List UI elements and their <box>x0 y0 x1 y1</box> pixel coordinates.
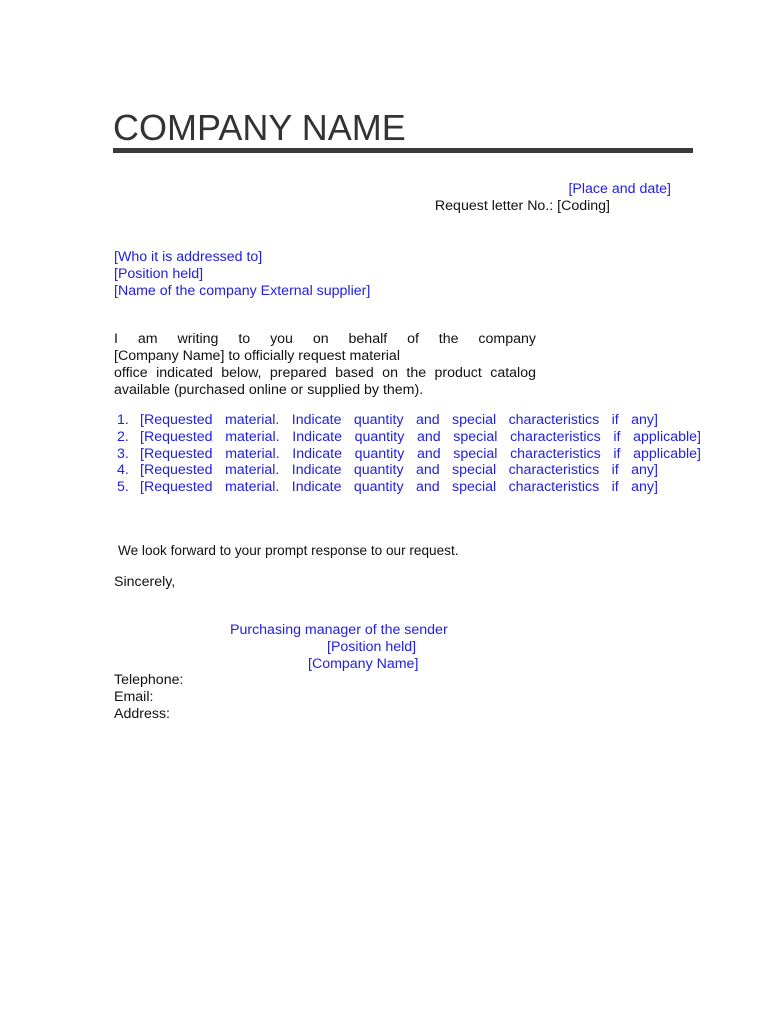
list-item-text <box>140 429 701 446</box>
list-item-word: if <box>611 479 619 496</box>
telephone-label: Telephone: <box>114 672 184 688</box>
signature-company: [Company Name] <box>308 656 419 672</box>
list-item-word: any] <box>631 412 658 428</box>
list-item-text <box>140 462 658 479</box>
list-item-word: special <box>453 445 498 462</box>
list-item-word: quantity <box>354 428 405 445</box>
addressee-company: [Name of the company External supplier] <box>114 283 371 299</box>
signature-title: Purchasing manager of the sender <box>230 622 448 638</box>
list-item-word: Indicate <box>292 445 342 462</box>
requested-materials-list <box>117 412 701 496</box>
title-underline-rule <box>113 148 693 153</box>
list-item-word: characteristics <box>508 412 600 428</box>
list-item-word: [Requested <box>140 479 213 496</box>
body-line: office indicated below, prepared based on the product catalog <box>114 365 536 381</box>
list-item-word: material. <box>224 479 280 496</box>
list-item-word: characteristics <box>510 428 601 445</box>
list-item-word: if <box>613 428 621 445</box>
list-item-word: quantity <box>353 462 404 479</box>
list-item-word: and <box>416 445 441 462</box>
sign-off: Sincerely, <box>114 574 176 590</box>
list-item-word: and <box>416 428 441 445</box>
addressee-name: [Who it is addressed to] <box>114 249 263 265</box>
list-item-word: material. <box>224 462 280 479</box>
list-item-word: characteristics <box>510 445 601 462</box>
company-name-title: COMPANY NAME <box>113 107 406 148</box>
list-item-word: Indicate <box>291 462 342 479</box>
list-item-text <box>140 412 658 429</box>
list-item-word: any] <box>631 462 658 479</box>
list-item-word: material. <box>225 428 280 445</box>
list-item-word: [Requested <box>140 412 213 428</box>
list-item-word: special <box>452 479 497 496</box>
list-item-text <box>140 446 701 463</box>
body-line: available (purchased online or supplied by them). <box>114 382 424 398</box>
list-item-word: Indicate <box>292 428 342 445</box>
list-item-word: special <box>452 462 497 479</box>
body-line: I am writing to you on behalf of the company <box>114 331 536 347</box>
list-item-word: quantity <box>354 445 405 462</box>
closing-line: We look forward to your prompt response to our request. <box>118 543 459 558</box>
list-item <box>117 479 701 496</box>
list-item-word: Indicate <box>291 412 342 428</box>
list-item-number: 3. <box>117 445 129 462</box>
list-item-number: 4. <box>117 462 129 479</box>
addressee-position: [Position held] <box>114 266 204 282</box>
list-item-word: [Requested <box>140 428 213 445</box>
list-item-number: 2. <box>117 428 129 445</box>
email-label: Email: <box>114 689 154 705</box>
signature-position: [Position held] <box>327 639 417 655</box>
list-item-word: [Requested <box>140 445 213 462</box>
list-item-word: if <box>611 462 619 479</box>
list-item-word: special <box>453 428 498 445</box>
list-item <box>117 462 701 479</box>
list-item-word: quantity <box>353 479 404 496</box>
list-item-word: material. <box>225 445 280 462</box>
request-letter-number: Request letter No.: [Coding] <box>434 198 610 214</box>
list-item-number: 5. <box>117 479 129 496</box>
place-and-date: [Place and date] <box>568 181 671 197</box>
list-item-word: if <box>611 412 619 428</box>
list-item-word: any] <box>631 479 658 496</box>
list-item-word: applicable] <box>633 428 701 445</box>
list-item-word: characteristics <box>508 479 600 496</box>
list-item-word: Indicate <box>291 479 342 496</box>
list-item <box>117 446 701 463</box>
contact-block <box>114 672 183 723</box>
list-item-number: 1. <box>117 412 129 428</box>
list-item-word: and <box>415 462 440 479</box>
list-item <box>117 429 701 446</box>
list-item-word: material. <box>224 412 280 428</box>
list-item-word: special <box>452 412 497 428</box>
body-line: [Company Name] to officially request material <box>114 348 400 364</box>
addressee-block <box>114 249 370 300</box>
list-item-word: characteristics <box>508 462 600 479</box>
list-item-word: applicable] <box>633 445 701 462</box>
list-item <box>117 412 701 429</box>
list-item-word: and <box>415 479 440 496</box>
list-item-word: if <box>613 445 621 462</box>
list-item-word: quantity <box>353 412 404 428</box>
list-item-word: and <box>415 412 440 428</box>
list-item-text <box>140 479 658 496</box>
body-paragraph <box>114 331 536 399</box>
list-item-word: [Requested <box>140 462 213 479</box>
address-label: Address: <box>114 706 170 722</box>
